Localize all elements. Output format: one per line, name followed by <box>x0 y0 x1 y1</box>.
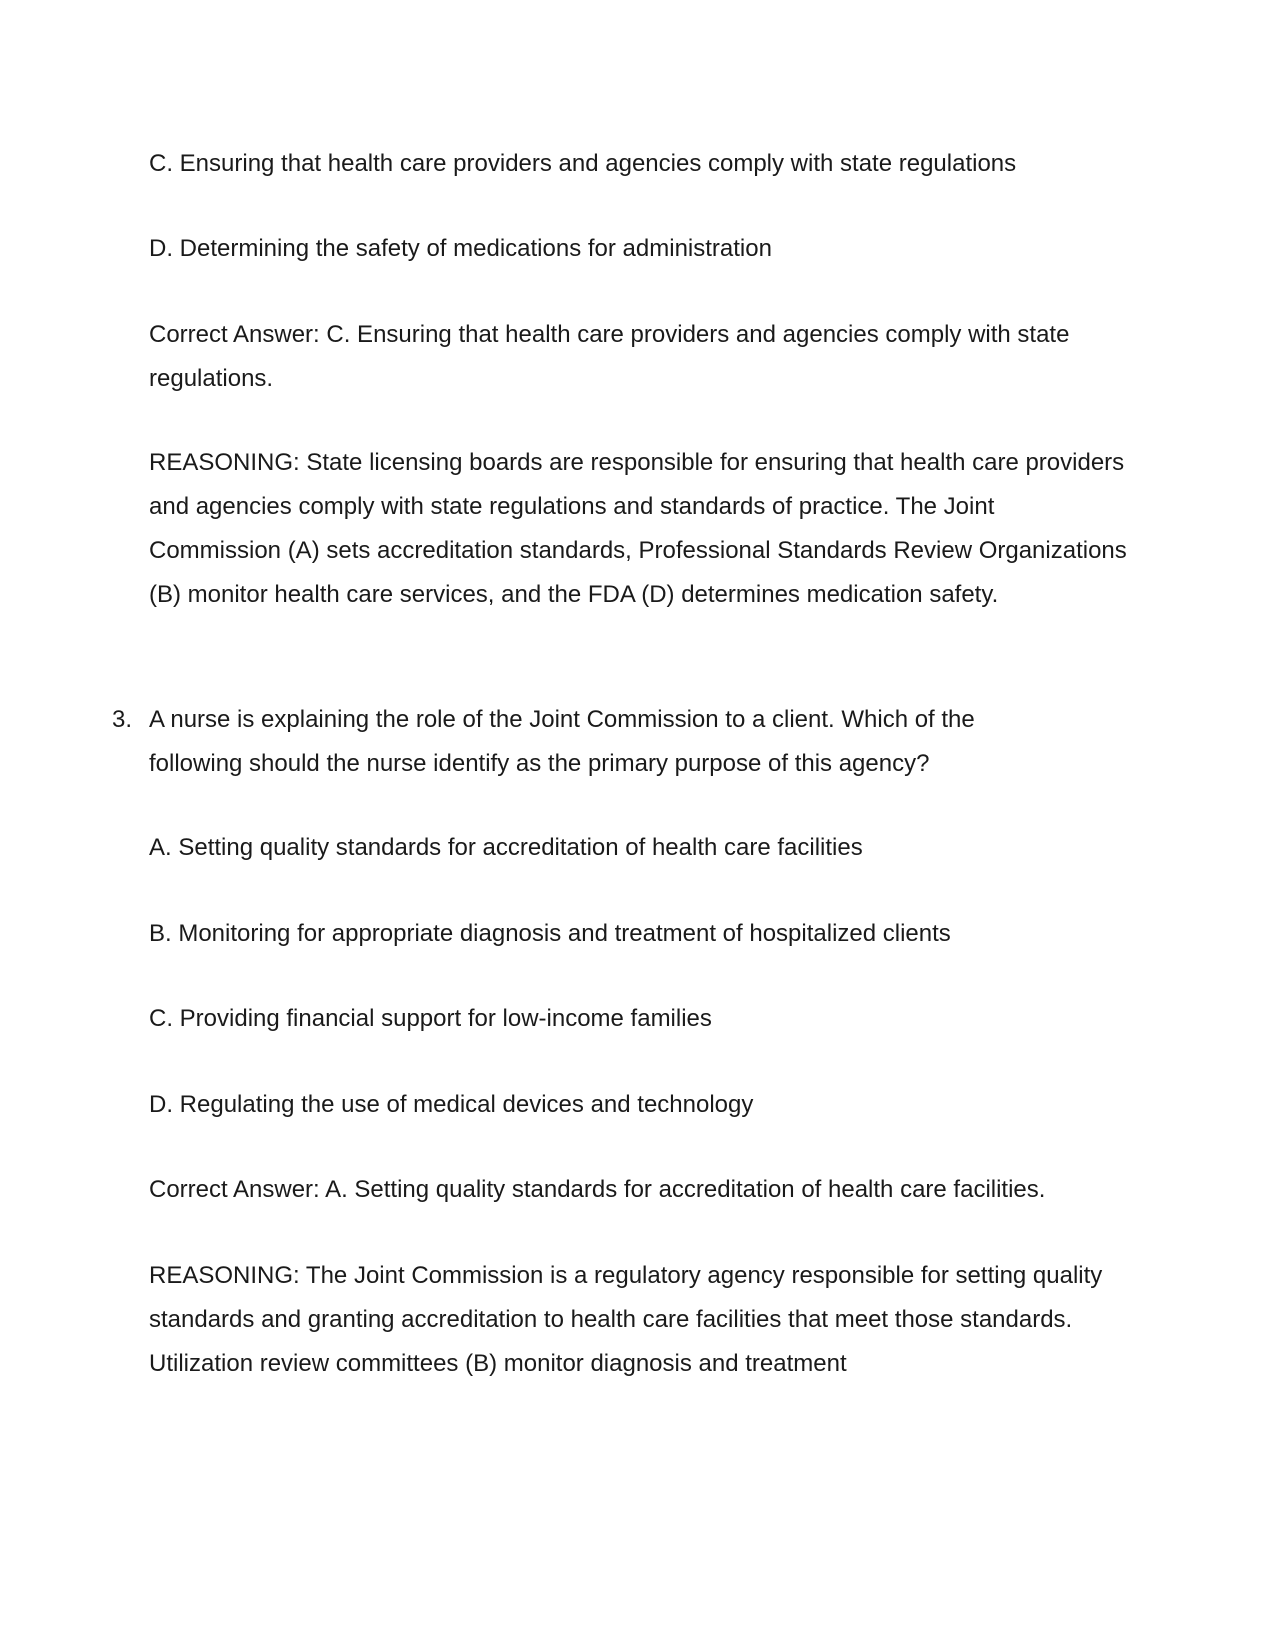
question-3-stem: A nurse is explaining the role of the Joint Commission to a client. Which of the following should the nurse identify as the primary purpose of this agency? <box>149 706 975 777</box>
question-3-option-b: B. Monitoring for appropriate diagnosis and treatment of hospitalized clients <box>149 920 951 947</box>
prev-question-correct-answer: Correct Answer: C. Ensuring that health care providers and agencies comply with state regulations. <box>149 321 1070 392</box>
question-3-correct-answer: Correct Answer: A. Setting quality standards for accreditation of health care facilities. <box>149 1176 1046 1203</box>
question-3-option-a: A. Setting quality standards for accreditation of health care facilities <box>149 834 863 861</box>
question-3-reasoning: REASONING: The Joint Commission is a regulatory agency responsible for setting quality standards and granting accreditation to health care facilities that meet those standards. Utilization review committees (B) monitor diagnosis and treatment <box>149 1262 1103 1377</box>
question-3-number: 3. <box>112 706 133 733</box>
question-3-option-c: C. Providing financial support for low-income families <box>149 1005 712 1032</box>
question-3-option-d: D. Regulating the use of medical devices and technology <box>149 1091 754 1118</box>
prev-question-reasoning: REASONING: State licensing boards are responsible for ensuring that health care providers and agencies comply with state regulations and standards of practice. The Joint Commission (A) sets accreditation standards, Professional Standards Review Organizations (B) monitor health care services, and the FDA (D) determines medication safety. <box>149 449 1127 608</box>
prev-question-option-d: D. Determining the safety of medications for administration <box>149 235 772 262</box>
prev-question-option-c: C. Ensuring that health care providers and agencies comply with state regulations <box>149 150 1017 177</box>
